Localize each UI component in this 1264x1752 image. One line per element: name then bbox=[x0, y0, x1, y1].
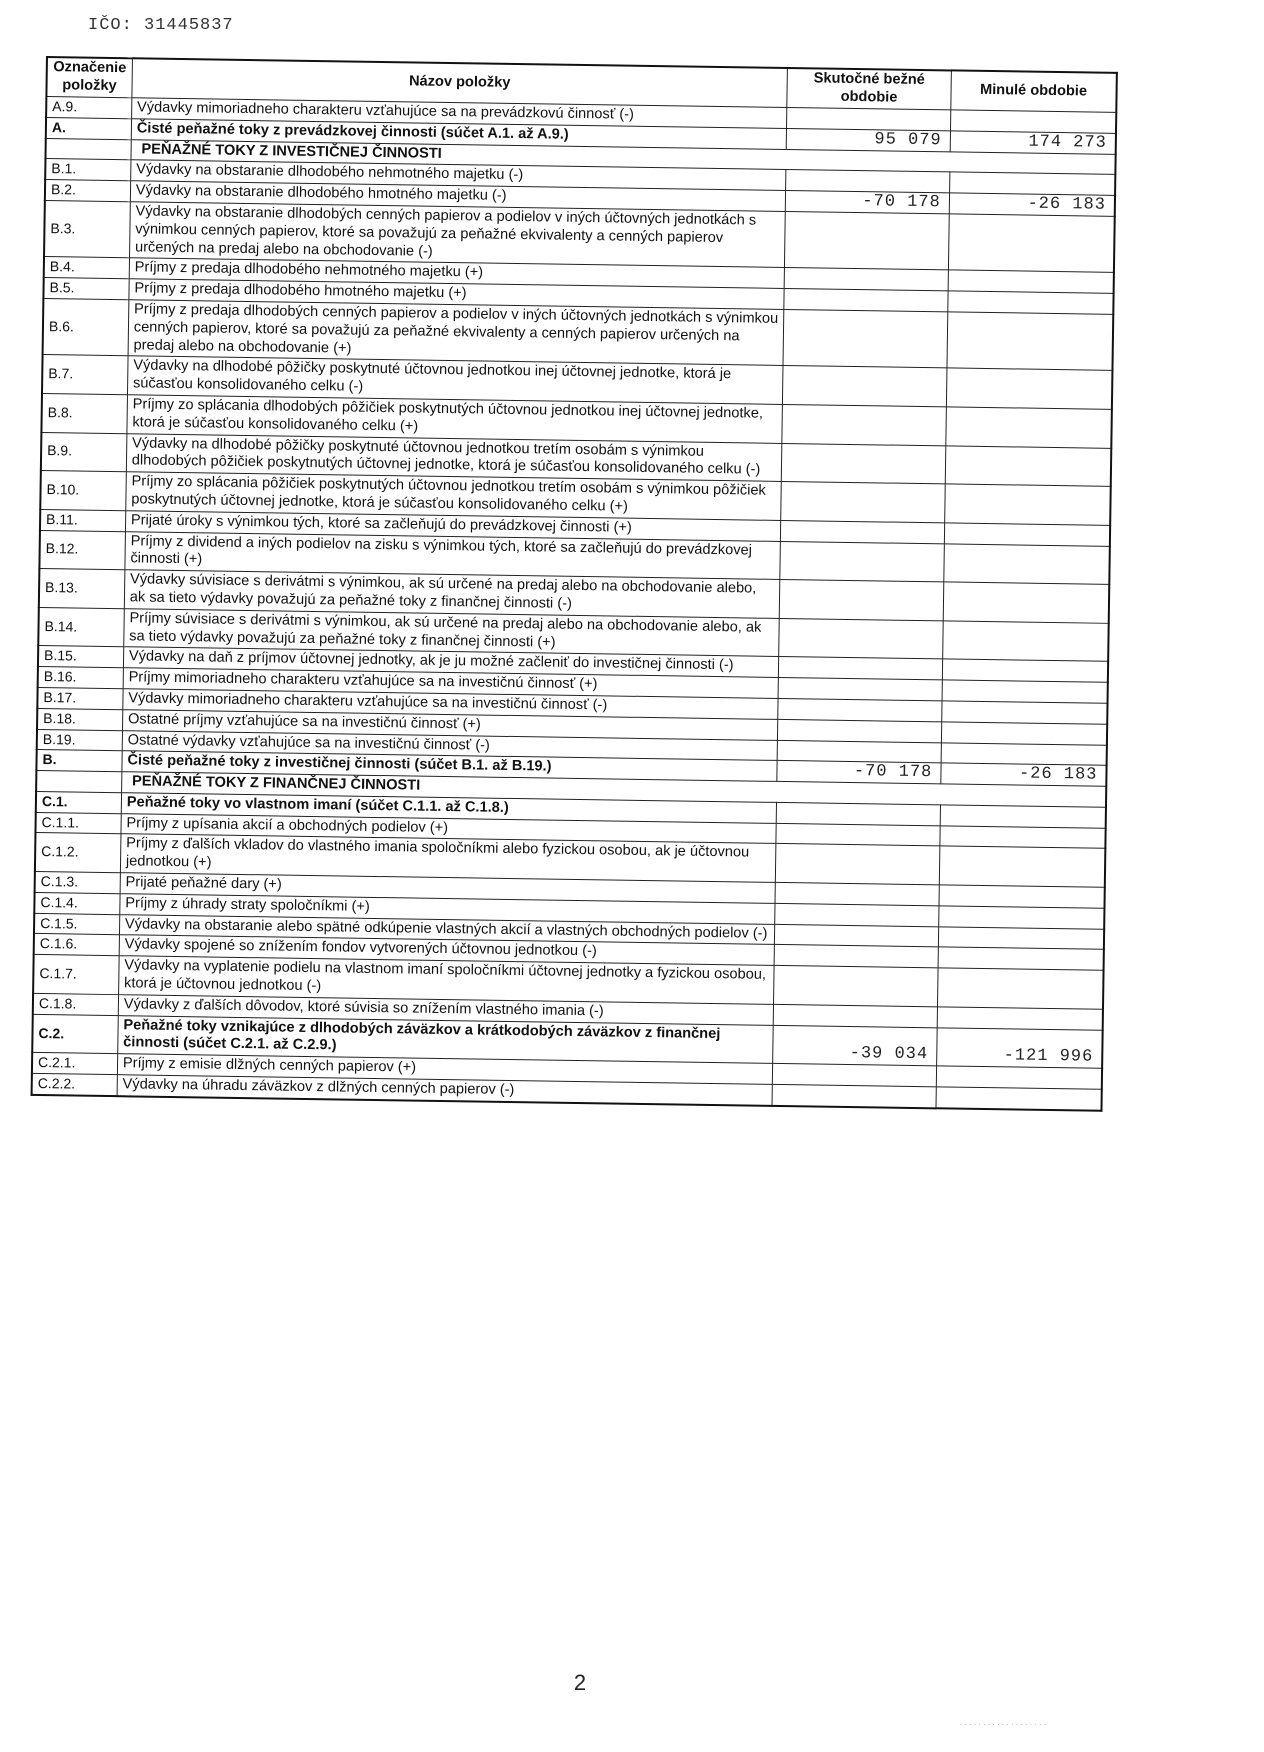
row-name: Peňažné toky vo vlastnom imaní (súčet C.1.1. až C.1.8.) bbox=[121, 793, 777, 824]
row-name: Výdavky na dlhodobé pôžičky poskytnuté účtovnou jednotkou tretím osobám s výnimkou dlhodobých pôžičiek poskytnutých účtovnej jednotke, ktorá je súčasťou konsolidovaného celku (-) bbox=[126, 433, 782, 481]
row-code: B.4. bbox=[44, 257, 130, 279]
row-previous-value bbox=[950, 110, 1116, 133]
table-body bbox=[32, 97, 1117, 1111]
row-previous-value bbox=[946, 368, 1112, 409]
row-name: Peňažné toky vznikajúce z dlhodobých záväzkov a krátkodobých záväzkov z finančnej činnosti (súčet C.2.1. až C.2.9.) bbox=[118, 1015, 774, 1063]
section-title: PEŇAŽNÉ TOKY Z INVESTIČNEJ ČINNOSTI bbox=[131, 139, 1116, 174]
row-current-value bbox=[778, 678, 942, 701]
row-name: Príjmy súvisiace s derivátmi s výnimkou, ak sú určené na predaj alebo na obchodovanie alebo, ak sa tieto výdavky považujú za peňažné toky z finančnej činnosti (+) bbox=[124, 608, 780, 656]
row-code: B.1. bbox=[45, 159, 131, 181]
row-previous-value bbox=[948, 291, 1114, 314]
row-current-value bbox=[779, 580, 943, 621]
row-current-value bbox=[776, 844, 940, 885]
row-current-value bbox=[780, 541, 944, 582]
page-number: 2 bbox=[573, 1670, 587, 1695]
row-previous-value bbox=[944, 523, 1110, 546]
row-current-value bbox=[776, 802, 940, 825]
row-previous-value bbox=[948, 270, 1114, 293]
row-current-value bbox=[773, 1004, 937, 1027]
row-code: B.18. bbox=[37, 708, 123, 730]
row-current-value bbox=[782, 443, 946, 484]
row-previous-value bbox=[936, 1066, 1102, 1089]
row-name: Príjmy z emisie dlžných cenných papierov (+) bbox=[117, 1054, 773, 1085]
row-previous-value bbox=[944, 543, 1110, 584]
row-name: Príjmy z predaja dlhodobého nehmotného majetku (+) bbox=[129, 258, 785, 289]
row-current-value bbox=[783, 366, 947, 407]
row-previous-value bbox=[942, 659, 1108, 682]
row-previous-value bbox=[937, 1007, 1103, 1030]
row-name: Výdavky mimoriadneho charakteru vzťahujúce sa na prevádzkovú činnosť (-) bbox=[131, 98, 787, 129]
row-previous-value bbox=[941, 722, 1107, 745]
row-code: C.2.1. bbox=[32, 1053, 118, 1075]
row-name: Príjmy mimoriadneho charakteru vzťahujúce sa na investičnú činnosť (+) bbox=[123, 668, 779, 699]
row-code: C.2. bbox=[32, 1014, 118, 1054]
row-code: B.6. bbox=[43, 298, 129, 356]
row-name: Príjmy zo splácania pôžičiek poskytnutých účtovnou jednotkou tretím osobám s výnimkou pôžičiek poskytnutých účtovnej jednotke, ktorá je súčasťou konsolidovaného celku (+) bbox=[126, 472, 782, 520]
row-code: B.13. bbox=[39, 569, 125, 609]
row-previous-value bbox=[949, 172, 1115, 195]
row-current-value bbox=[772, 1084, 936, 1108]
row-current-value bbox=[782, 404, 946, 445]
row-name: Výdavky spojené so znížením fondov vytvorených účtovnou jednotkou (-) bbox=[119, 935, 775, 966]
row-previous-value: -26 183 bbox=[941, 763, 1107, 786]
row-current-value: -39 034 bbox=[773, 1025, 937, 1066]
row-name: Príjmy z dividend a iných podielov na zisku s výnimkou tých, ktoré sa začleňujú do prevádzkovej činnosti (+) bbox=[125, 531, 781, 579]
row-code: C.1.7. bbox=[33, 955, 119, 995]
row-name: Príjmy z predaja dlhodobého hmotného majetku (+) bbox=[129, 279, 785, 310]
row-previous-value bbox=[942, 621, 1108, 662]
row-code: B.14. bbox=[38, 607, 124, 647]
row-current-value bbox=[778, 698, 942, 721]
row-previous-value: 174 273 bbox=[950, 131, 1116, 154]
row-current-value bbox=[786, 170, 950, 193]
row-current-value: -70 178 bbox=[786, 191, 950, 214]
row-name: Výdavky na obstaranie dlhodobého nehmotného majetku (-) bbox=[130, 160, 786, 191]
column-header-previous: Minulé obdobie bbox=[951, 70, 1117, 112]
row-current-value bbox=[775, 882, 939, 905]
row-previous-value bbox=[939, 846, 1105, 887]
row-name: Výdavky na úhradu záväzkov z dlžných cenných papierov (-) bbox=[117, 1075, 773, 1106]
row-code: B.10. bbox=[40, 471, 126, 511]
row-previous-value bbox=[939, 906, 1105, 929]
row-current-value bbox=[787, 107, 951, 130]
row-name: Výdavky z ďalších dôvodov, ktoré súvisia so znížením vlastného imania (-) bbox=[118, 995, 774, 1026]
row-current-value bbox=[783, 309, 947, 368]
row-current-value: 95 079 bbox=[786, 128, 950, 151]
row-name: Výdavky na vyplatenie podielu na vlastnom imaní spoločníkmi účtovnej jednotky a fyzickou osobou, ktorá je účtovnou jednotkou (-) bbox=[118, 956, 774, 1004]
row-previous-value: -121 996 bbox=[936, 1027, 1102, 1068]
row-current-value bbox=[779, 657, 943, 680]
section-title: PEŇAŽNÉ TOKY Z FINANČNEJ ČINNOSTI bbox=[121, 772, 1106, 807]
row-previous-value bbox=[943, 582, 1109, 623]
row-code: C.1.2. bbox=[35, 833, 121, 873]
row-name: Prijaté úroky s výnimkou tých, ktoré sa začleňujú do prevádzkovej činnosti (+) bbox=[125, 510, 781, 541]
row-previous-value bbox=[938, 927, 1104, 950]
row-name: Výdavky na obstaranie dlhodobých cenných papierov a podielov v iných účtovných jednotkách s výnimkou cenných papierov, ktoré sa považujú za peňažné ekvivalenty a cenných papierov určených na predaj alebo na obchodovanie (-) bbox=[129, 202, 785, 268]
section-code-cell bbox=[45, 138, 131, 160]
row-code: C.1. bbox=[36, 791, 122, 813]
row-current-value bbox=[778, 719, 942, 742]
row-current-value bbox=[784, 289, 948, 312]
row-code: C.2.2. bbox=[32, 1073, 118, 1096]
row-name: Príjmy z úhrady straty spoločníkmi (+) bbox=[120, 894, 776, 925]
row-name: Výdavky na obstaranie dlhodobého hmotného majetku (-) bbox=[130, 181, 786, 212]
row-current-value bbox=[775, 903, 939, 926]
row-current-value bbox=[774, 966, 938, 1007]
row-code: C.1.4. bbox=[34, 892, 120, 914]
row-name: Prijaté peňažné dary (+) bbox=[120, 873, 776, 904]
row-code: B.16. bbox=[38, 667, 124, 689]
row-name: Výdavky na daň z príjmov účtovnej jednotky, ak je ju možné začleniť do investičnej činnosti (-) bbox=[123, 647, 779, 678]
row-current-value bbox=[774, 945, 938, 968]
row-code: B.11. bbox=[40, 509, 126, 531]
row-previous-value bbox=[945, 484, 1111, 525]
row-code: A.9. bbox=[46, 97, 132, 119]
row-current-value bbox=[776, 823, 940, 846]
row-name: Príjmy z predaja dlhodobých cenných papierov a podielov v iných účtovných jednotkách s výnimkou cenných papierov, ktoré sa považujú za peňažné ekvivalenty a cenných papierov určených na predaj alebo na obchodovanie (+) bbox=[128, 300, 784, 366]
row-code: B.2. bbox=[45, 180, 131, 202]
company-id: IČO: 31445837 bbox=[88, 16, 234, 35]
row-previous-value bbox=[942, 701, 1108, 724]
row-previous-value bbox=[940, 805, 1106, 828]
row-code: B.12. bbox=[39, 530, 125, 570]
row-name: Výdavky na dlhodobé pôžičky poskytnuté účtovnou jednotkou inej účtovnej jednotke, ktorá je súčasťou konsolidovaného celku (-) bbox=[127, 356, 783, 404]
row-code: C.1.6. bbox=[34, 934, 120, 956]
row-current-value bbox=[775, 924, 939, 947]
section-code-cell bbox=[36, 771, 122, 793]
row-current-value bbox=[779, 618, 943, 659]
row-previous-value bbox=[941, 742, 1107, 765]
cash-flow-table bbox=[31, 56, 1118, 1112]
row-current-value bbox=[777, 740, 941, 763]
row-previous-value bbox=[939, 885, 1105, 908]
row-code: B.7. bbox=[42, 355, 128, 395]
row-name: Príjmy z upísania akcií a obchodných podielov (+) bbox=[121, 813, 777, 844]
row-previous-value bbox=[940, 826, 1106, 849]
row-code: B.17. bbox=[37, 687, 123, 709]
column-header-name: Názov položky bbox=[132, 58, 788, 107]
row-code: C.1.8. bbox=[33, 993, 119, 1015]
row-name: Ostatné výdavky vzťahujúce sa na investičnú činnosť (-) bbox=[122, 730, 778, 761]
row-previous-value bbox=[937, 968, 1103, 1009]
row-current-value bbox=[781, 482, 945, 523]
row-code: C.1.3. bbox=[35, 872, 121, 894]
row-previous-value bbox=[948, 214, 1114, 273]
row-code: C.1.1. bbox=[35, 812, 121, 834]
column-header-code: Označenie položky bbox=[46, 57, 132, 98]
row-previous-value bbox=[942, 680, 1108, 703]
row-previous-value bbox=[945, 445, 1111, 486]
row-previous-value: -26 183 bbox=[949, 193, 1115, 216]
row-code: B.5. bbox=[43, 278, 129, 300]
row-code: B. bbox=[36, 750, 122, 772]
row-name: Ostatné príjmy vzťahujúce sa na investičnú činnosť (+) bbox=[122, 709, 778, 740]
row-current-value: -70 178 bbox=[777, 761, 941, 784]
row-code: B.8. bbox=[41, 393, 127, 433]
footer-note: · · · · · · · · · · · · · · · · · · · bbox=[960, 1722, 1047, 1728]
row-name: Príjmy zo splácania dlhodobých pôžičiek poskytnutých účtovnou jednotkou inej účtovnej jednotke, ktorá je súčasťou konsolidovaného celku (+) bbox=[127, 395, 783, 443]
row-name: Čisté peňažné toky z prevádzkovej činnosti (súčet A.1. až A.9.) bbox=[131, 119, 787, 150]
row-name: Príjmy z ďalších vkladov do vlastného imania spoločníkmi alebo fyzickou osobou, ak je účtovnou jednotkou (+) bbox=[120, 834, 776, 882]
row-previous-value bbox=[938, 947, 1104, 970]
row-current-value bbox=[785, 211, 949, 270]
row-name: Výdavky mimoriadneho charakteru vzťahujúce sa na investičnú činnosť (-) bbox=[123, 689, 779, 720]
row-current-value bbox=[773, 1064, 937, 1087]
row-previous-value bbox=[946, 407, 1112, 448]
row-code: B.9. bbox=[41, 432, 127, 472]
row-name: Výdavky súvisiace s derivátmi s výnimkou, ak sú určené na predaj alebo na obchodovanie alebo, ak sa tieto výdavky považujú za peňažné toky z finančnej činnosti (-) bbox=[124, 570, 780, 618]
row-code: B.19. bbox=[37, 729, 123, 751]
row-code: A. bbox=[46, 117, 132, 139]
row-code: C.1.5. bbox=[34, 913, 120, 935]
row-previous-value bbox=[947, 312, 1113, 371]
row-current-value bbox=[784, 268, 948, 291]
row-code: B.3. bbox=[44, 200, 130, 258]
row-name: Čisté peňažné toky z investičnej činnosti (súčet B.1. až B.19.) bbox=[122, 751, 778, 782]
row-code: B.15. bbox=[38, 646, 124, 668]
row-previous-value bbox=[936, 1087, 1102, 1111]
column-header-current: Skutočné bežné obdobie bbox=[787, 68, 951, 110]
row-current-value bbox=[781, 520, 945, 543]
row-name: Výdavky na obstaranie alebo spätné odkúpenie vlastných akcií a vlastných obchodných podielov (-) bbox=[119, 914, 775, 945]
